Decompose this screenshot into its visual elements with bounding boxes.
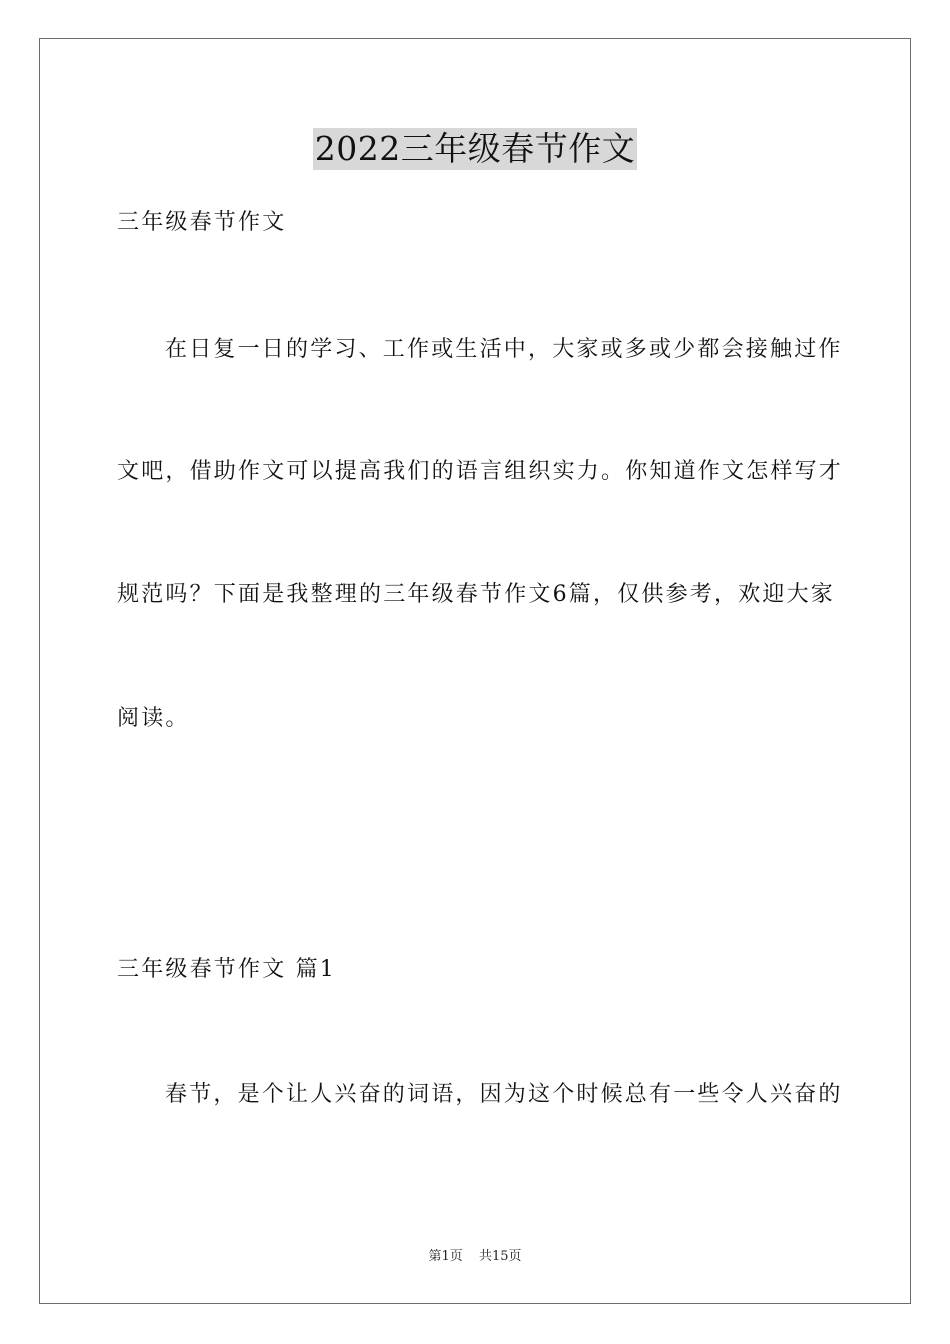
page-total: 共15页 xyxy=(478,1249,522,1264)
intro-paragraph-line: 在日复一日的学习、工作或生活中，大家或多或少都会接触过作 xyxy=(165,337,843,362)
page-number: 第1页 xyxy=(428,1249,463,1264)
intro-paragraph-line: 阅读。 xyxy=(117,706,190,731)
document-subtitle: 三年级春节作文 xyxy=(117,210,287,235)
section-paragraph-line: 春节，是个让人兴奋的词语，因为这个时候总有一些令人兴奋的 xyxy=(165,1082,843,1107)
document-title: 2022三年级春节作文 xyxy=(314,129,636,168)
section-heading: 三年级春节作文 篇1 xyxy=(117,957,336,982)
intro-paragraph-line: 规范吗？下面是我整理的三年级春节作文6篇，仅供参考，欢迎大家 xyxy=(117,582,835,607)
intro-paragraph-line: 文吧，借助作文可以提高我们的语言组织实力。你知道作文怎样写才 xyxy=(117,459,844,484)
page-footer xyxy=(0,1248,950,1266)
title-container xyxy=(0,128,950,170)
